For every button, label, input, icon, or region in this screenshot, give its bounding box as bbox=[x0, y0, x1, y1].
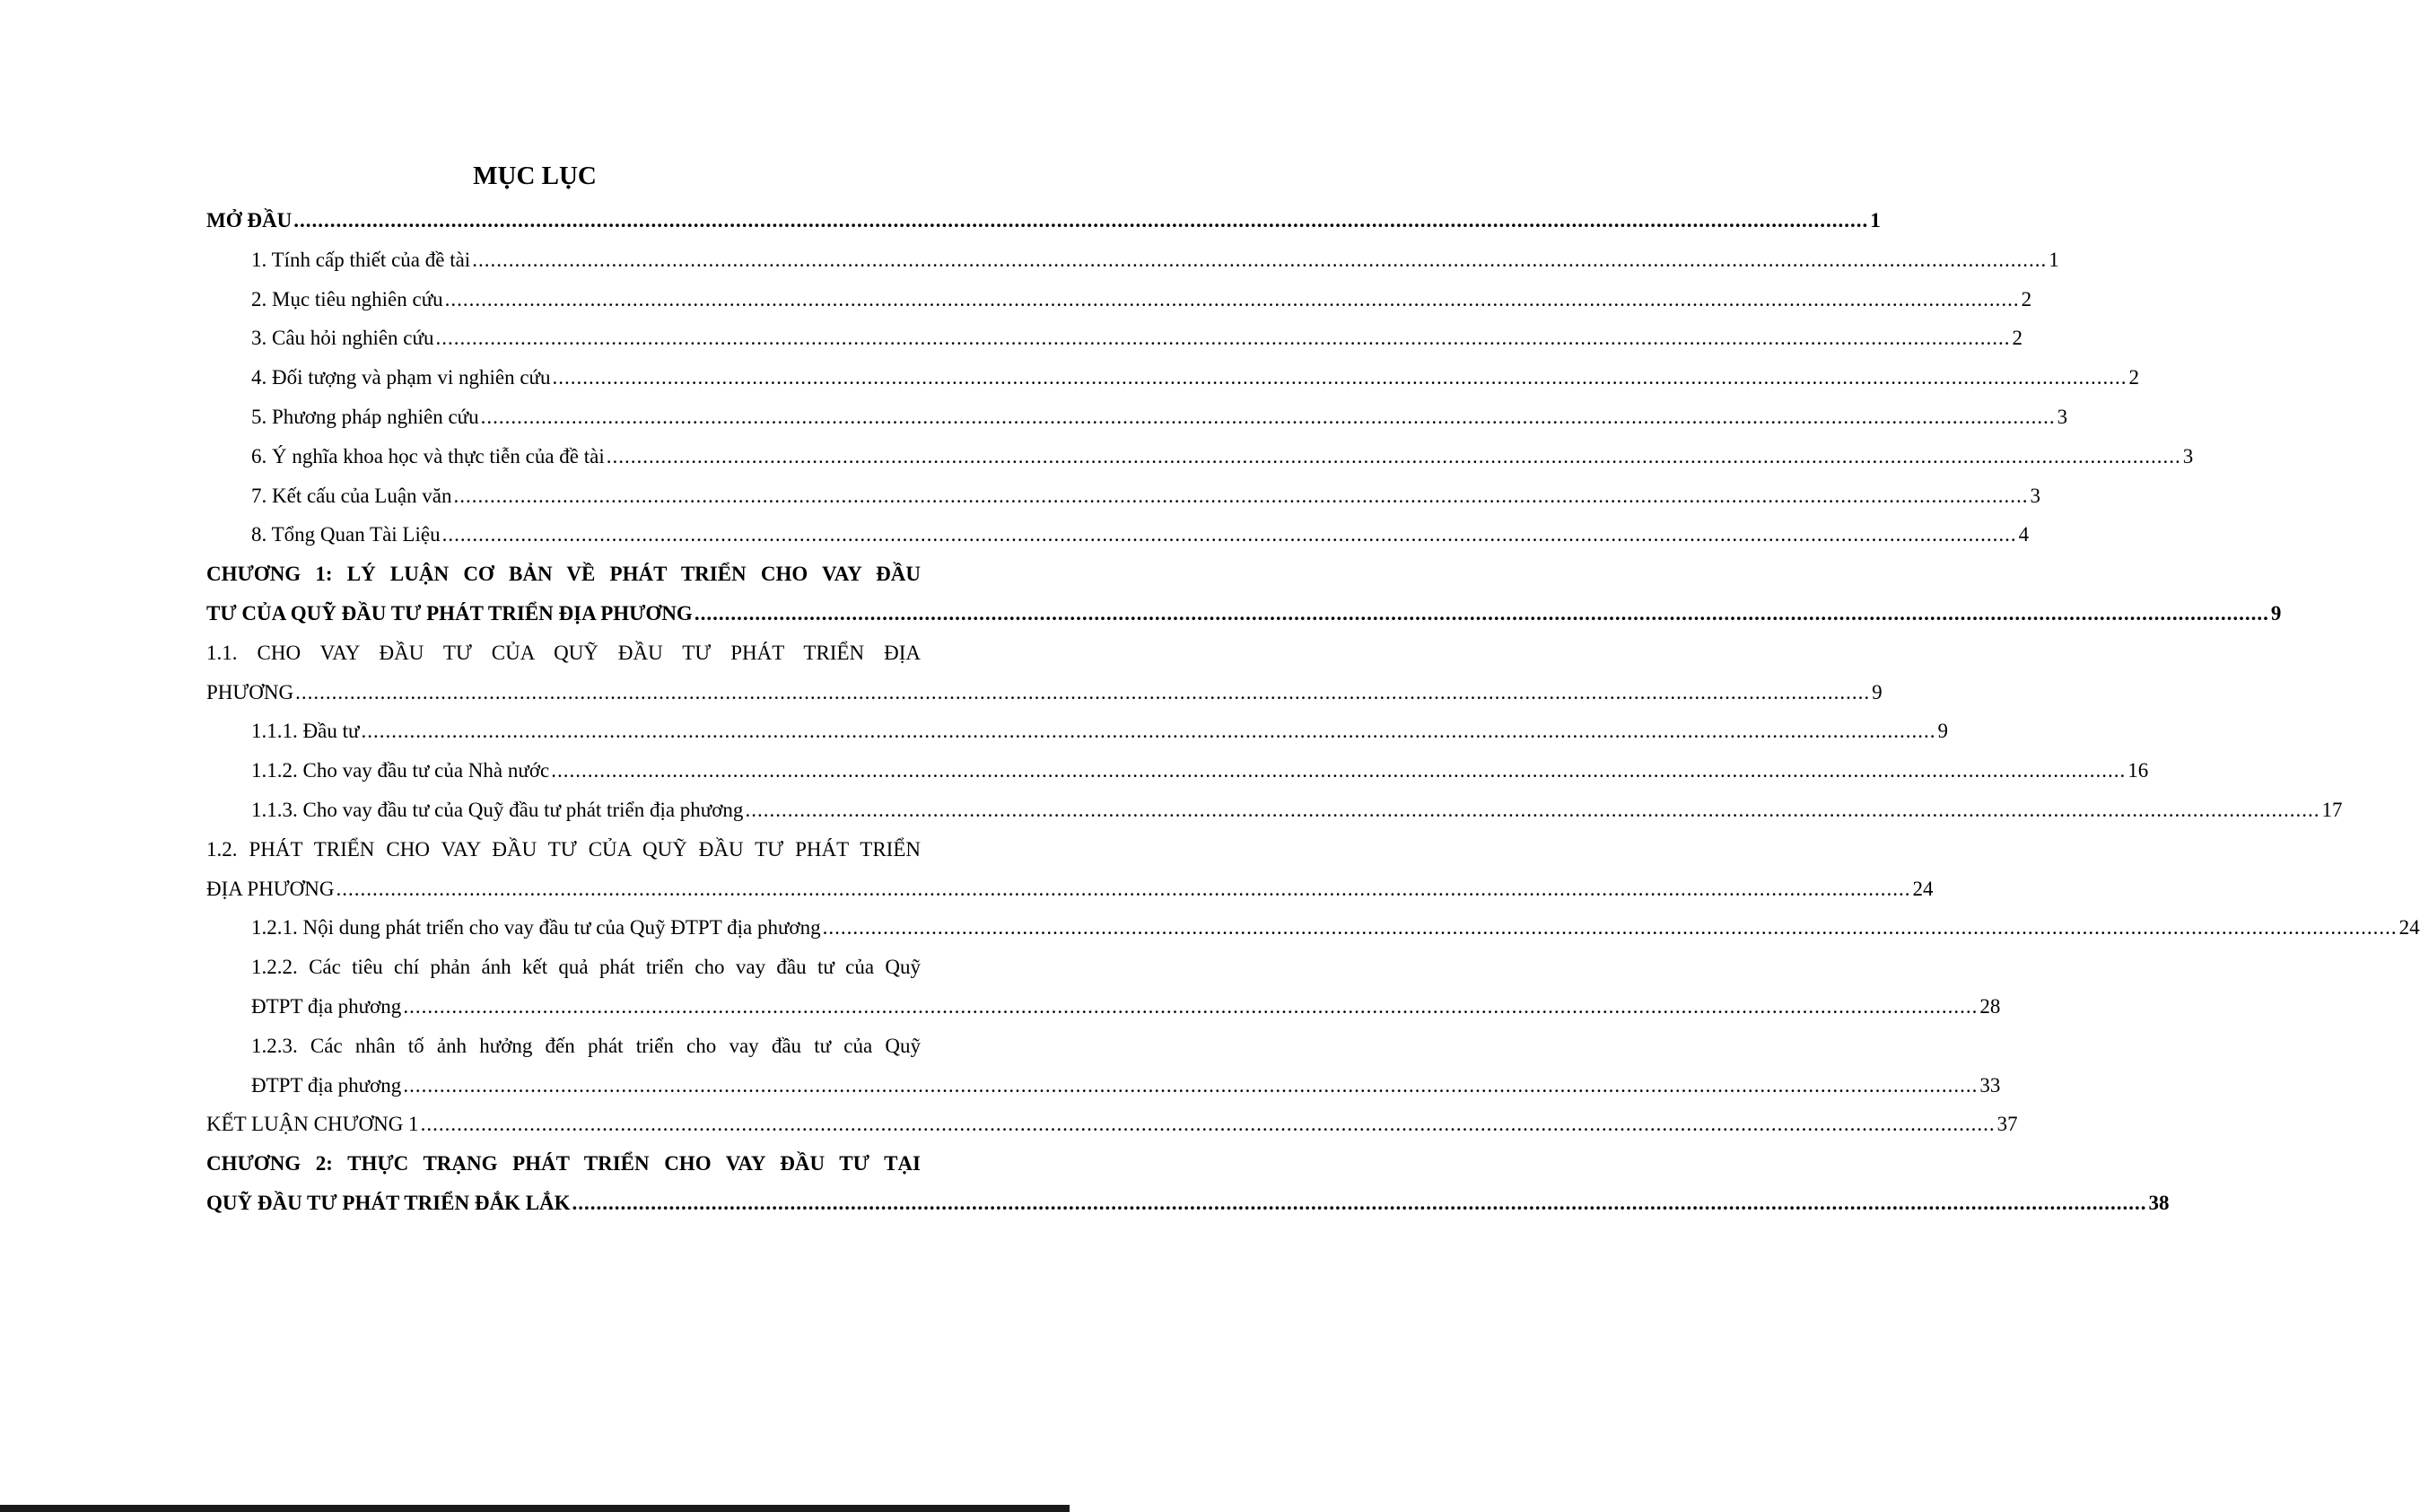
toc-entry-text: ĐỊA PHƯƠNG bbox=[206, 877, 335, 900]
dot-leader: .................................................................................................................................................................................................................................................................... bbox=[552, 366, 2127, 389]
toc-page-number: 9 bbox=[1872, 680, 1883, 704]
toc-entry[interactable] bbox=[206, 594, 2282, 634]
dot-leader: .................................................................................................................................................................................................................................................................... bbox=[293, 209, 1869, 232]
toc-entry-text: 7. Kết cấu của Luận văn bbox=[251, 484, 452, 507]
toc-page-number: 24 bbox=[1912, 877, 1934, 900]
toc-entry-text: 6. Ý nghĩa khoa học và thực tiễn của đề tài bbox=[251, 444, 605, 468]
dot-leader: .................................................................................................................................................................................................................................................................... bbox=[694, 601, 2269, 625]
toc-entry-text: 4. Đối tượng và phạm vi nghiên cứu bbox=[251, 366, 551, 389]
dot-leader: .................................................................................................................................................................................................................................................................... bbox=[336, 877, 1911, 900]
toc-entry-line[interactable] bbox=[206, 830, 921, 870]
toc-entry[interactable] bbox=[206, 791, 2343, 830]
toc-entry[interactable] bbox=[206, 358, 2139, 398]
dot-leader: .................................................................................................................................................................................................................................................................... bbox=[361, 720, 1936, 743]
table-of-contents bbox=[206, 201, 2420, 1223]
toc-entry-text: 1.2.1. Nội dung phát triển cho vay đầu tư của Quỹ ĐTPT địa phương bbox=[251, 916, 821, 940]
toc-page-number: 9 bbox=[2270, 601, 2282, 625]
dot-leader: .................................................................................................................................................................................................................................................................... bbox=[403, 994, 1979, 1018]
dot-leader: .................................................................................................................................................................................................................................................................... bbox=[295, 680, 1871, 704]
dot-leader: .................................................................................................................................................................................................................................................................... bbox=[606, 444, 2181, 468]
toc-entry-text: 2. Mục tiêu nghiên cứu bbox=[251, 287, 443, 310]
toc-entry[interactable] bbox=[206, 1066, 2001, 1106]
toc-entry[interactable] bbox=[206, 870, 1934, 909]
toc-entry[interactable] bbox=[206, 751, 2149, 791]
dot-leader: .................................................................................................................................................................................................................................................................... bbox=[403, 1073, 1979, 1097]
toc-entry-line[interactable] bbox=[206, 555, 921, 594]
toc-page-number: 28 bbox=[1979, 994, 2001, 1018]
toc-entry-text: MỞ ĐẦU bbox=[206, 209, 293, 232]
toc-entry-text: TƯ CỦA QUỸ ĐẦU TƯ PHÁT TRIỂN ĐỊA PHƯƠNG bbox=[206, 601, 693, 625]
toc-entry[interactable] bbox=[206, 1184, 2170, 1223]
dot-leader: .................................................................................................................................................................................................................................................................... bbox=[444, 287, 2020, 310]
dot-leader: .................................................................................................................................................................................................................................................................... bbox=[745, 798, 2320, 821]
toc-entry[interactable] bbox=[206, 673, 1883, 712]
toc-entry-text: PHƯƠNG bbox=[206, 680, 294, 704]
toc-entry[interactable] bbox=[206, 398, 2068, 437]
dot-leader: .................................................................................................................................................................................................................................................................... bbox=[453, 484, 2029, 507]
dot-leader: .................................................................................................................................................................................................................................................................... bbox=[472, 248, 2048, 271]
toc-entry[interactable] bbox=[206, 319, 2022, 358]
toc-page-number: 24 bbox=[2398, 916, 2420, 940]
toc-entry-text: 1.2.3. Các nhân tố ảnh hưởng đến phát triển cho vay đầu tư của Quỹ bbox=[251, 1034, 921, 1057]
toc-entry-text: 8. Tổng Quan Tài Liệu bbox=[251, 523, 441, 546]
toc-entry-text: 1.1.3. Cho vay đầu tư của Quỹ đầu tư phát triển địa phương bbox=[251, 798, 744, 821]
toc-entry[interactable] bbox=[206, 987, 2001, 1027]
toc-entry-text: 5. Phương pháp nghiên cứu bbox=[251, 405, 479, 428]
toc-entry[interactable] bbox=[206, 908, 2420, 948]
toc-entry-line[interactable] bbox=[206, 634, 921, 673]
toc-entry-text: KẾT LUẬN CHƯƠNG 1 bbox=[206, 1113, 419, 1136]
toc-entry-text: 1.2.2. Các tiêu chí phản ánh kết quả phát triển cho vay đầu tư của Quỹ bbox=[251, 956, 921, 979]
dot-leader: .................................................................................................................................................................................................................................................................... bbox=[441, 523, 2017, 546]
toc-entry-text: ĐTPT địa phương bbox=[251, 1073, 402, 1097]
toc-entry-text: 3. Câu hỏi nghiên cứu bbox=[251, 327, 434, 350]
toc-page-number: 3 bbox=[2182, 444, 2194, 468]
toc-page-number: 3 bbox=[2030, 484, 2041, 507]
toc-entry[interactable] bbox=[206, 515, 2030, 555]
toc-entry-text: 1.1. CHO VAY ĐẦU TƯ CỦA QUỸ ĐẦU TƯ PHÁT TRIỂN ĐỊA bbox=[206, 641, 921, 664]
toc-page-number: 2 bbox=[2021, 287, 2032, 310]
toc-entry[interactable] bbox=[206, 476, 2041, 516]
toc-page-number: 16 bbox=[2127, 759, 2149, 782]
page-title: MỤC LỤC bbox=[473, 162, 597, 190]
toc-entry[interactable] bbox=[206, 240, 2059, 280]
toc-page-number: 3 bbox=[2057, 405, 2068, 428]
toc-page-number: 9 bbox=[1937, 720, 1948, 743]
dot-leader: .................................................................................................................................................................................................................................................................... bbox=[551, 759, 2127, 782]
toc-entry-text: 1.1.1. Đầu tư bbox=[251, 720, 360, 743]
toc-entry-text: CHƯƠNG 1: LÝ LUẬN CƠ BẢN VỀ PHÁT TRIỂN CHO VAY ĐẦU bbox=[206, 563, 921, 586]
toc-entry-text: 1.1.2. Cho vay đầu tư của Nhà nước bbox=[251, 759, 550, 782]
toc-page-number: 1 bbox=[2049, 248, 2059, 271]
dot-leader: .................................................................................................................................................................................................................................................................... bbox=[480, 405, 2056, 428]
toc-page-number: 17 bbox=[2321, 798, 2343, 821]
dot-leader: .................................................................................................................................................................................................................................................................... bbox=[572, 1191, 2147, 1214]
toc-entry-text: 1.2. PHÁT TRIỂN CHO VAY ĐẦU TƯ CỦA QUỸ ĐẦU TƯ PHÁT TRIỂN bbox=[206, 837, 921, 861]
dot-leader: .................................................................................................................................................................................................................................................................... bbox=[420, 1113, 1996, 1136]
toc-entry-text: 1. Tính cấp thiết của đề tài bbox=[251, 248, 471, 271]
toc-entry[interactable] bbox=[206, 1105, 2018, 1144]
toc-entry-text: ĐTPT địa phương bbox=[251, 994, 402, 1018]
toc-entry[interactable] bbox=[206, 280, 2032, 319]
toc-page-number: 38 bbox=[2148, 1191, 2170, 1214]
toc-page-number: 37 bbox=[1996, 1113, 2018, 1136]
toc-entry-line[interactable] bbox=[206, 1027, 921, 1066]
dot-leader: .................................................................................................................................................................................................................................................................... bbox=[435, 327, 2011, 350]
toc-entry-text: CHƯƠNG 2: THỰC TRẠNG PHÁT TRIỂN CHO VAY ĐẦU TƯ TẠI bbox=[206, 1152, 921, 1176]
toc-entry-text: QUỸ ĐẦU TƯ PHÁT TRIỂN ĐẮK LẮK bbox=[206, 1191, 571, 1214]
toc-page-number: 2 bbox=[2128, 366, 2139, 389]
toc-entry[interactable] bbox=[206, 201, 1881, 240]
toc-entry-line[interactable] bbox=[206, 948, 921, 987]
dot-leader: .................................................................................................................................................................................................................................................................... bbox=[822, 916, 2398, 940]
toc-entry-line[interactable] bbox=[206, 1144, 921, 1184]
toc-page-number: 2 bbox=[2012, 327, 2022, 350]
toc-entry[interactable] bbox=[206, 437, 2194, 476]
toc-entry[interactable] bbox=[206, 712, 1948, 751]
toc-page-number: 4 bbox=[2018, 523, 2030, 546]
bottom-border bbox=[0, 1505, 1070, 1512]
toc-page-number: 33 bbox=[1979, 1073, 2001, 1097]
toc-page-number: 1 bbox=[1870, 209, 1881, 232]
